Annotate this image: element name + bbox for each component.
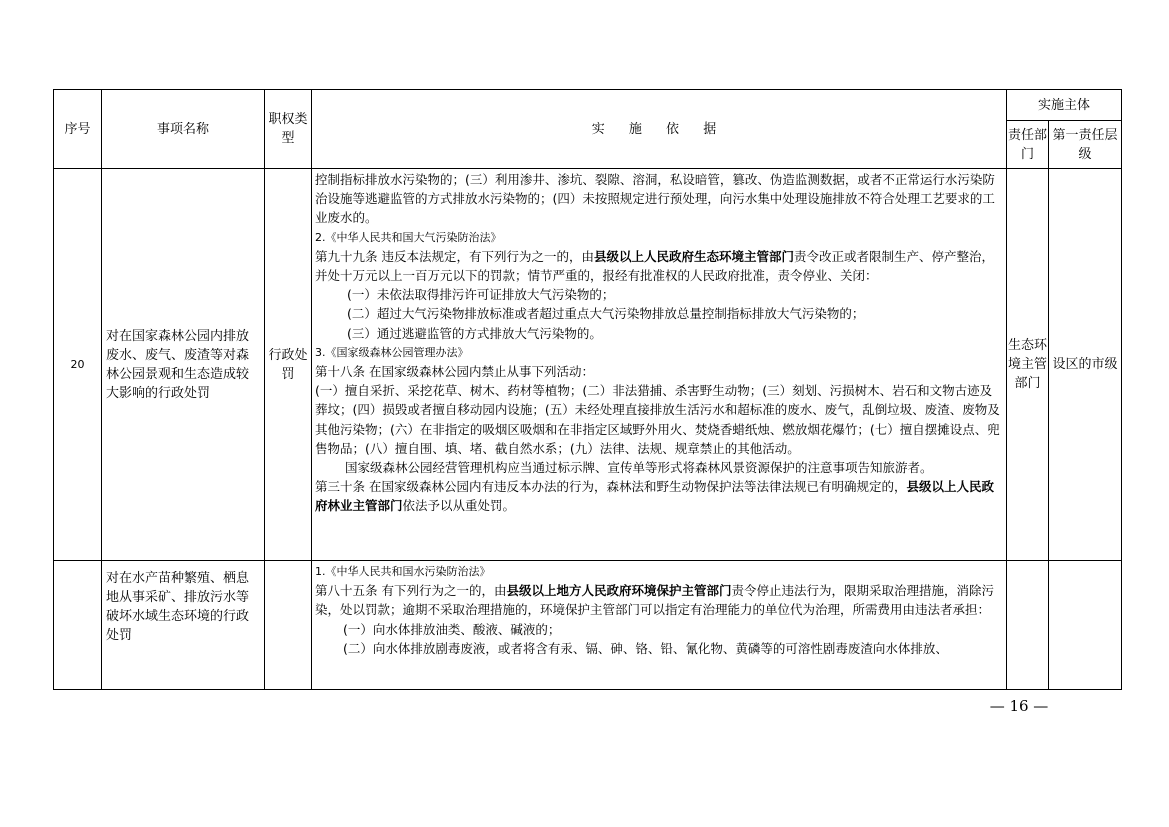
basis-law-title: 1.《中华人民共和国水污染防治法》 <box>315 565 491 578</box>
header-power-type: 职权类型 <box>265 90 312 169</box>
responsible-authority: 县级以上人民政府生态环境主管部门 <box>593 248 794 264</box>
header-item-name: 事项名称 <box>102 90 265 169</box>
basis-article: 第九十九条 违反本法规定，有下列行为之一的，由县级以上人民政府生态环境主管部门责令改正或者限制生产、停产整治，并处十万元以上一百万元以下的罚款；情节严重的，报经有批准权的人民政府批准，责令停业、关闭： <box>315 248 995 284</box>
basis-clause: (二）向水体排放剧毒废液，或者将含有汞、镉、砷、铬、铅、氰化物、黄磷等的可溶性剧毒废渣向水体排放、 <box>343 640 948 656</box>
header-basis: 实 施 依 据 <box>312 90 1007 169</box>
table-row <box>54 561 1122 690</box>
responsible-authority: 县级以上地方人民政府环境保护主管部门 <box>506 583 732 599</box>
row-basis <box>312 169 1007 561</box>
header-seq: 序号 <box>54 90 102 169</box>
row-item-name: 对在国家森林公园内排放废水、废气、废渣等对森林公园景观和生态造成较大影响的行政处罚 <box>102 169 265 561</box>
header-implementer: 实施主体 <box>1007 90 1122 121</box>
basis-text: 国家级森林公园经营管理机构应当通过标示牌、宣传单等形式将森林风景资源保护的注意事项告知旅游者。 <box>345 460 933 476</box>
header-dept: 责任部门 <box>1007 121 1049 169</box>
header-level: 第一责任层级 <box>1049 121 1122 169</box>
row-item-name: 对在水产苗种繁殖、栖息地从事采矿、排放污水等破坏水域生态环境的行政处罚 <box>102 561 265 690</box>
row-level: 设区的市级 <box>1049 169 1122 561</box>
basis-article: 第十八条 在国家级森林公园内禁止从事下列活动： <box>315 364 594 380</box>
basis-text: (一）擅自采折、采挖花草、树木、药材等植物；(二）非法猎捕、杀害野生动物；(三）刻划、污损树木、岩石和文物古迹及葬坟；(四）损毁或者擅自移动园内设施；(五）未经处理直接排放生活污水和超标准的废水、废气，乱倒垃圾、废渣、废物及其他污染物；(六）在非指定的吸烟区吸烟和在非指定区域野外用火、焚烧香蜡纸烛、燃放烟花爆竹；(七）擅自摆摊设点、兜售物品；(八）擅自围、填、堵、截自然水系；(九）法律、法规、规章禁止的其他活动。 <box>315 383 1000 456</box>
basis-law-title: 3.《国家级森林公园管理办法》 <box>315 345 469 359</box>
row-seq: 20 <box>54 169 102 561</box>
header-row-1 <box>54 90 1122 121</box>
basis-clause: (二）超过大气污染物排放标准或者超过重点大气污染物排放总量控制指标排放大气污染物的； <box>347 306 865 322</box>
row-power-type <box>265 561 312 690</box>
row-seq <box>54 561 102 690</box>
basis-article: 第八十五条 有下列行为之一的，由县级以上地方人民政府环境保护主管部门责令停止违法行为，限期采取治理措施，消除污染，处以罚款；逾期不采取治理措施的，环境保护主管部门可以指定有治理能力的单位代为治理，所需费用由违法者承担： <box>315 583 995 618</box>
basis-clause: (三）通过逃避监管的方式排放大气污染物的。 <box>347 325 602 341</box>
basis-law-title: 2.《中华人民共和国大气污染防治法》 <box>315 230 502 244</box>
row-dept: 生态环境主管部门 <box>1007 169 1049 561</box>
row-basis <box>312 561 1007 690</box>
basis-text: 控制指标排放水污染物的；(三）利用渗井、渗坑、裂隙、溶洞，私设暗管，篡改、伪造监测数据，或者不正常运行水污染防治设施等逃避监管的方式排放水污染物的；(四）未按照规定进行预处理，向污水集中处理设施排放不符合处理工艺要求的工业废水的。 <box>315 172 995 226</box>
basis-article: 第三十条 在国家级森林公园内有违反本办法的行为，森林法和野生动物保护法等法律法规已有明确规定的，县级以上人民政府林业主管部门依法予以从重处罚。 <box>315 479 994 514</box>
basis-clause: (一）未依法取得排污许可证排放大气污染物的； <box>347 287 615 303</box>
enforcement-table <box>53 89 1122 690</box>
row-power-type: 行政处罚 <box>265 169 312 561</box>
table-row <box>54 169 1122 561</box>
row-level <box>1049 561 1122 690</box>
row-dept <box>1007 561 1049 690</box>
basis-clause: (一）向水体排放油类、酸液、碱液的； <box>343 621 561 637</box>
responsible-authority: 县级以上人民政府林业主管部门 <box>315 479 994 514</box>
page-number: — 16 — <box>989 697 1049 715</box>
